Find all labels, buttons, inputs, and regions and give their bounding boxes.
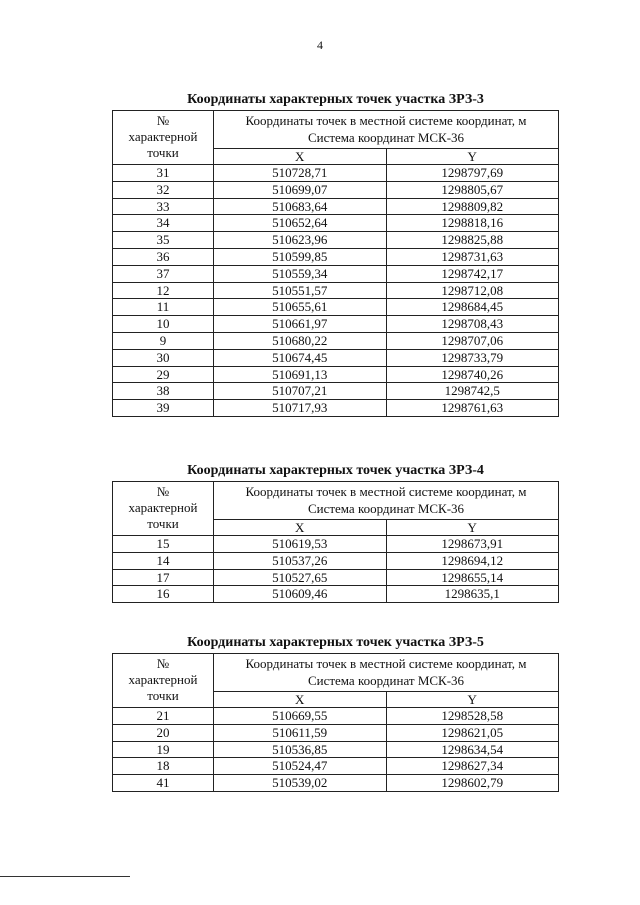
y-coordinate-cell: 1298733,79 [386, 349, 559, 366]
x-coordinate-cell: 510699,07 [214, 181, 387, 198]
point-number-cell: 31 [113, 165, 214, 182]
section-zrz-5 [112, 633, 559, 792]
page-number: 4 [317, 38, 323, 52]
coordinates-table [112, 653, 559, 792]
point-number-cell: 34 [113, 215, 214, 232]
point-number-cell: 21 [113, 708, 214, 725]
y-coordinate-cell: 1298731,63 [386, 248, 559, 265]
point-number-header: № характерной точки [113, 111, 214, 165]
coordinates-table [112, 481, 559, 603]
y-coordinate-cell: 1298528,58 [386, 708, 559, 725]
point-number-cell: 17 [113, 569, 214, 586]
y-column-header: Y [386, 520, 559, 536]
section-zrz-3 [112, 90, 559, 417]
table-row [113, 724, 559, 741]
table-row [113, 569, 559, 586]
table-row [113, 400, 559, 417]
y-coordinate-cell: 1298761,63 [386, 400, 559, 417]
x-coordinate-cell: 510609,46 [214, 586, 387, 603]
table-row [113, 552, 559, 569]
x-coordinate-cell: 510707,21 [214, 383, 387, 400]
x-coordinate-cell: 510619,53 [214, 536, 387, 553]
x-column-header: X [214, 149, 387, 165]
x-coordinate-cell: 510680,22 [214, 332, 387, 349]
table-row [113, 181, 559, 198]
coordinate-system-header: Координаты точек в местной системе координат, м Система координат МСК-36 [214, 111, 559, 149]
point-number-cell: 19 [113, 741, 214, 758]
y-coordinate-cell: 1298809,82 [386, 198, 559, 215]
table-row [113, 215, 559, 232]
table-row [113, 775, 559, 792]
x-coordinate-cell: 510652,64 [214, 215, 387, 232]
x-coordinate-cell: 510536,85 [214, 741, 387, 758]
x-coordinate-cell: 510537,26 [214, 552, 387, 569]
footnote-divider [0, 876, 130, 877]
point-number-cell: 37 [113, 265, 214, 282]
x-coordinate-cell: 510683,64 [214, 198, 387, 215]
y-coordinate-cell: 1298818,16 [386, 215, 559, 232]
point-number-cell: 35 [113, 232, 214, 249]
y-coordinate-cell: 1298825,88 [386, 232, 559, 249]
point-number-cell: 9 [113, 332, 214, 349]
point-number-cell: 10 [113, 316, 214, 333]
table-row [113, 332, 559, 349]
point-number-cell: 32 [113, 181, 214, 198]
point-number-cell: 11 [113, 299, 214, 316]
x-coordinate-cell: 510655,61 [214, 299, 387, 316]
point-number-cell: 33 [113, 198, 214, 215]
y-coordinate-cell: 1298742,5 [386, 383, 559, 400]
table-row [113, 349, 559, 366]
x-column-header: X [214, 692, 387, 708]
point-number-cell: 15 [113, 536, 214, 553]
point-number-cell: 12 [113, 282, 214, 299]
table-row [113, 741, 559, 758]
table-row [113, 198, 559, 215]
y-coordinate-cell: 1298805,67 [386, 181, 559, 198]
y-column-header: Y [386, 692, 559, 708]
x-column-header: X [214, 520, 387, 536]
coordinates-table [112, 110, 559, 417]
y-coordinate-cell: 1298634,54 [386, 741, 559, 758]
x-coordinate-cell: 510691,13 [214, 366, 387, 383]
y-coordinate-cell: 1298797,69 [386, 165, 559, 182]
x-coordinate-cell: 510599,85 [214, 248, 387, 265]
x-coordinate-cell: 510527,65 [214, 569, 387, 586]
table-row [113, 366, 559, 383]
table-row [113, 708, 559, 725]
point-number-cell: 29 [113, 366, 214, 383]
x-coordinate-cell: 510539,02 [214, 775, 387, 792]
table-row [113, 282, 559, 299]
y-coordinate-cell: 1298684,45 [386, 299, 559, 316]
y-coordinate-cell: 1298673,91 [386, 536, 559, 553]
y-coordinate-cell: 1298635,1 [386, 586, 559, 603]
y-coordinate-cell: 1298742,17 [386, 265, 559, 282]
point-number-cell: 41 [113, 775, 214, 792]
point-number-cell: 36 [113, 248, 214, 265]
point-number-cell: 14 [113, 552, 214, 569]
x-coordinate-cell: 510728,71 [214, 165, 387, 182]
x-coordinate-cell: 510661,97 [214, 316, 387, 333]
y-coordinate-cell: 1298740,26 [386, 366, 559, 383]
table-row [113, 316, 559, 333]
table-row [113, 265, 559, 282]
y-coordinate-cell: 1298712,08 [386, 282, 559, 299]
coordinate-system-header: Координаты точек в местной системе координат, м Система координат МСК-36 [214, 482, 559, 520]
table-row [113, 383, 559, 400]
x-coordinate-cell: 510674,45 [214, 349, 387, 366]
x-coordinate-cell: 510623,96 [214, 232, 387, 249]
table-row [113, 536, 559, 553]
coordinate-system-header: Координаты точек в местной системе координат, м Система координат МСК-36 [214, 654, 559, 692]
x-coordinate-cell: 510524,47 [214, 758, 387, 775]
x-coordinate-cell: 510559,34 [214, 265, 387, 282]
table-row [113, 248, 559, 265]
table-row [113, 299, 559, 316]
point-number-cell: 20 [113, 724, 214, 741]
point-number-cell: 39 [113, 400, 214, 417]
section-title: Координаты характерных точек участка ЗРЗ-5 [187, 635, 484, 650]
x-coordinate-cell: 510717,93 [214, 400, 387, 417]
point-number-cell: 16 [113, 586, 214, 603]
table-row [113, 165, 559, 182]
x-coordinate-cell: 510669,55 [214, 708, 387, 725]
section-title: Координаты характерных точек участка ЗРЗ-4 [187, 463, 484, 478]
point-number-header: № характерной точки [113, 482, 214, 536]
table-row [113, 586, 559, 603]
x-coordinate-cell: 510551,57 [214, 282, 387, 299]
y-coordinate-cell: 1298627,34 [386, 758, 559, 775]
y-coordinate-cell: 1298707,06 [386, 332, 559, 349]
y-coordinate-cell: 1298621,05 [386, 724, 559, 741]
y-coordinate-cell: 1298708,43 [386, 316, 559, 333]
point-number-cell: 18 [113, 758, 214, 775]
y-coordinate-cell: 1298655,14 [386, 569, 559, 586]
y-coordinate-cell: 1298694,12 [386, 552, 559, 569]
point-number-cell: 30 [113, 349, 214, 366]
x-coordinate-cell: 510611,59 [214, 724, 387, 741]
section-title: Координаты характерных точек участка ЗРЗ-3 [187, 92, 484, 107]
section-zrz-4 [112, 461, 559, 603]
table-row [113, 758, 559, 775]
y-column-header: Y [386, 149, 559, 165]
table-row [113, 232, 559, 249]
point-number-cell: 38 [113, 383, 214, 400]
y-coordinate-cell: 1298602,79 [386, 775, 559, 792]
point-number-header: № характерной точки [113, 654, 214, 708]
